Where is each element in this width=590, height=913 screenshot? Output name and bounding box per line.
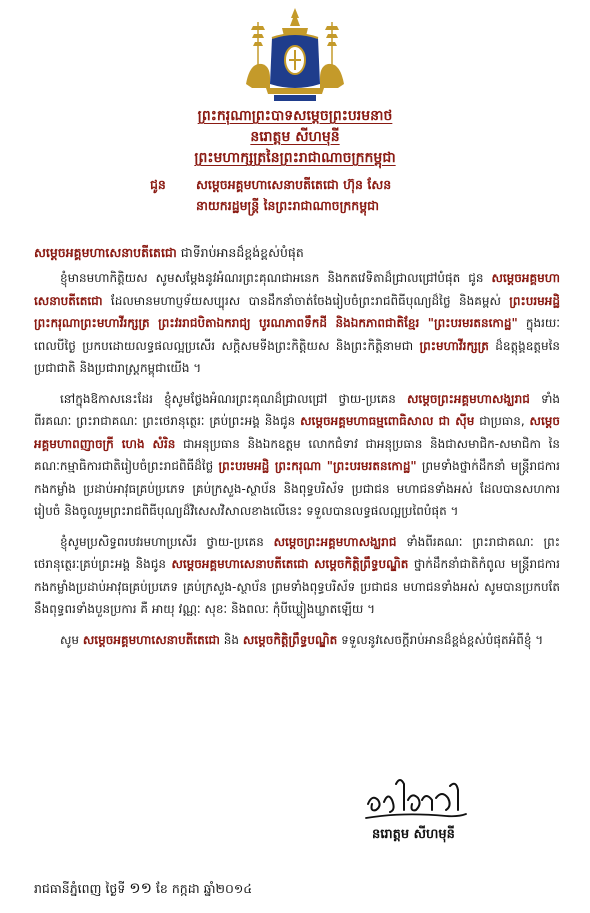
header-line-1: ព្រះករុណាព្រះបាទសម្តេចព្រះបរមនាថ (197, 108, 393, 124)
footer-place: រាជធានីភ្នំពេញ (34, 881, 102, 896)
p3-text-g: ថ្នាក់ដឹកនាំជាតិកំពូល មន្ត្រីរាជការ កងកម្លាំងប្រដាប់អាវុធគ្រប់ប្រភេទ គ្រប់ក្រសួង-ស្ថាប័ន ព្រមទាំងពុទ្ធបរិស័ទ ប្រជាជន មហាជនទាំងអស់ សូមបានប្រកបតែនឹងពុទ្ធពរទាំងបួនប្រការ គឺ អាយុ វណ្ណៈ សុខៈ និងពលៈ កុំបីឃ្លៀងឃ្លាតឡើយ ។ (34, 557, 560, 616)
p2-bold-h: ព្រះបរមអដ្ឋិ ព្រះករុណា "ព្រះបរមរតនកោដ្ឋ" (218, 459, 417, 473)
p2-text-a: នៅក្នុងឱកាសនេះដែរ ខ្ញុំសូមថ្លែងអំណរព្រះគុណដ៏ជ្រាលជ្រៅ ថ្វាយ-ប្រគេន (60, 391, 407, 406)
footer-year: ២០១៤ (215, 881, 253, 896)
place-and-date (34, 879, 252, 901)
recipient-name: សម្តេចអគ្គមហាសេនាបតីតេជោ ហ៊ុន សែន (195, 177, 392, 192)
p2-text-g: ជាអនុប្រធាន និងឯកឧត្តម លោកជំទាវ ជាអនុប្រធាន និងជាសមាជិក-សមាជិកា នៃគណៈកម្មាធិការជាតិរៀបចំព្រះរាជពិធីដ៏ថ្លៃ (34, 436, 560, 473)
paragraph-1 (34, 267, 560, 380)
p3-text-a: ខ្ញុំសូមប្រសិទ្ធពរបវរមហាប្រសើរ ថ្វាយ-ប្រគេន (60, 534, 274, 549)
p1-bold-b: សម្តេចអគ្គមហាសេនាបតីតេជោ (34, 271, 560, 308)
recipient-label: ជូន (150, 177, 166, 192)
recipient-block (150, 174, 391, 216)
p2-text-i: ព្រមទាំងថ្នាក់ដឹកនាំ មន្ត្រីរាជការ កងកម្លាំង ប្រដាប់អាវុធគ្រប់ប្រភេទ គ្រប់ក្រសួង-ស្ថាប័ន និងពុទ្ធបរិស័ទ ប្រជាជន មហាជនទាំងអស់ ដែលបានសហការរៀបចំ និងចូលរួមព្រះរាជពិធីបុណ្យដ៏វិសេសវិសាលខាងលើនេះ ទទួលបានលទ្ធផលល្អប្រពៃបំផុត ។ (34, 459, 560, 518)
signer-name: នរោត្តម សីហមុនី (372, 827, 455, 842)
salutation-name: សម្តេចអគ្គមហាសេនាបតីតេជោ (34, 245, 177, 260)
footer-month-label: ខែ (155, 881, 168, 896)
p2-bold-b: សម្តេចព្រះអគ្គមហាសង្ឃរាជ (406, 391, 530, 406)
p4-text-e: ទទួលនូវសេចក្តីរាប់អានដ៏ខ្ពង់ខ្ពស់បំផុតអំពីខ្ញុំ ។ (337, 632, 544, 647)
p2-text-c: ទាំងពីរគណៈ ព្រះរាជាគណៈ ព្រះថេរានុត្ថេរៈ គ្រប់ព្រះអង្គ និងជូន (34, 391, 560, 428)
p4-bold-b: សម្តេចអគ្គមហាសេនាបតីតេជោ (82, 632, 220, 647)
royal-coat-of-arms-icon (236, 4, 354, 104)
p3-bold-d: សម្តេចអគ្គមហាសេនាបតីតេជោ (171, 557, 309, 571)
handwritten-signature (362, 770, 472, 826)
recipient-title: នាយករដ្ឋមន្ត្រី នៃព្រះរាជាណាចក្រកម្ពុជា (195, 198, 380, 213)
letter-body (34, 267, 560, 659)
p1-bold-d: ព្រះបរមអដ្ឋិ ព្រះករុណាព្រះមហាវីរក្សត្រ ព្រះវររាជបិតាឯករាជ្យ បូរណភាពទឹកដី និងឯកភាពជាតិខ្មែរ "ព្រះបរមរតនកោដ្ឋ" (34, 293, 560, 330)
salutation (34, 243, 304, 263)
header-line-2-king-name: នរោត្តម សីហមុនី (250, 129, 340, 145)
p3-text-c: ទាំងពីរគណៈ ព្រះរាជាគណៈ ព្រះថេរានុត្ថេរៈគ្រប់ព្រះអង្គ និងជូន (34, 534, 560, 571)
p3-bold-f: សម្តេចកិត្តិព្រឹទ្ធបណ្ឌិត (314, 557, 409, 571)
paragraph-4 (34, 629, 560, 652)
p2-text-e: ជាប្រធាន, (474, 414, 530, 428)
p4-bold-d: សម្តេចកិត្តិព្រឹទ្ធបណ្ឌិត (242, 632, 338, 647)
p2-bold-f: សម្តេចអគ្គមហាពញាចក្រី ហេង សំរិន (34, 414, 561, 451)
footer-year-label: ឆ្នាំ (203, 881, 216, 896)
header-line-3: ព្រះមហាក្សត្រនៃព្រះរាជាណាចក្រកម្ពុជា (194, 150, 396, 166)
p1-text-e: ក្នុងរយៈពេលបីថ្ងៃ ប្រកបដោយលទ្ធផលល្អប្រសើរ សក្តិសមទីងព្រះកិត្តិយស និងព្រះកិត្តិនាមជា (34, 316, 560, 353)
paragraph-2 (34, 388, 560, 523)
footer-month: កក្កដា (171, 881, 200, 896)
p2-bold-d: សម្តេចអគ្គមហាធម្មពោធិសាល ជា ស៊ីម (300, 414, 475, 428)
p1-bold-f: ព្រះមហាវីរក្សត្រ (419, 338, 489, 353)
salutation-rest: ជាទីរាប់អានដ៏ខ្ពង់ខ្ពស់បំផុត (176, 245, 304, 260)
footer-day-label: ថ្ងៃទី (105, 881, 126, 896)
paragraph-3 (34, 531, 560, 621)
p4-text-c: និង (219, 632, 243, 647)
footer-day: ១១ (129, 879, 152, 897)
p1-text-g: ដ៏ឧត្តុង្គឧត្តមនៃប្រជាជាតិ និងប្រជារាស្ត្រកម្ពុជាយើង ។ (34, 338, 561, 375)
letter-header (0, 106, 590, 169)
p1-text-c: ដែលមានមហាប្ញទ័យសប្បុរស បានដឹកនាំចាត់ចែងរៀបចំព្រះរាជពិធីបុណ្យដ៏ថ្លៃ និងគម្ពស់ (102, 293, 510, 308)
p4-text-a: សូម (60, 632, 83, 647)
p3-bold-b: សម្តេចព្រះអគ្គមហាសង្ឃរាជ (273, 534, 397, 549)
p1-text-a: ខ្ញុំមានមហាកិត្តិយស សូមសម្តែងនូវអំណរព្រះគុណជាអនេក និងកតវេទិតាដ៏ជ្រាលជ្រៅបំផុត ជូន (60, 271, 492, 285)
